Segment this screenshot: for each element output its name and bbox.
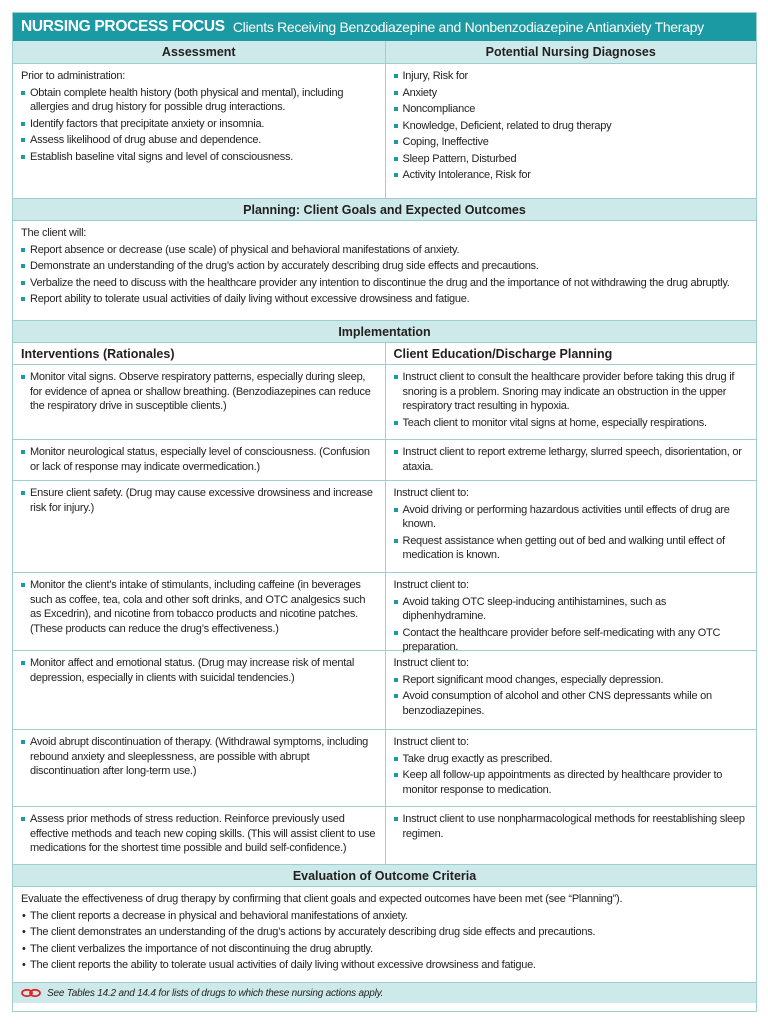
education-item: Request assistance when getting out of bed and walking until effect of medication is known. [394, 534, 749, 563]
planning-item: Report absence or decrease (use scale) of physical and behavioral manifestations of anxiety. [21, 243, 748, 258]
intervention-text: Monitor affect and emotional status. (Drug may increase risk of mental depression, especially in clients with suicidal tendencies.) [21, 656, 377, 685]
footer-note [13, 983, 756, 1003]
education-intro: Instruct client to: [393, 579, 469, 591]
interventions-heading: Interventions (Rationales) [21, 346, 175, 361]
evaluation-item: • The client reports a decrease in physical and behavioral manifestations of anxiety. [21, 909, 748, 924]
implementation-subheader-row [13, 343, 756, 365]
planning-item: Demonstrate an understanding of the drug’s action by accurately describing drug side effects and precautions. [21, 259, 748, 274]
title-subtitle: Clients Receiving Benzodiazepine and Nonbenzodiazepine Antianxiety Therapy [232, 19, 704, 35]
link-icon [21, 988, 41, 998]
education-cell [385, 573, 757, 653]
education-intro: Instruct client to: [393, 657, 469, 669]
education-cell [385, 730, 757, 806]
evaluation-item: • The client reports the ability to tolerate usual activities of daily living without excessive drowsiness and fatigue. [21, 958, 748, 973]
intervention-text: Assess prior methods of stress reduction. Reinforce previously used effective methods and teach new coping skills. (This will assist client to use medications for the shortest time possible and build self-confidence.) [21, 812, 377, 856]
assessment-header-row [13, 41, 756, 64]
footer-text: See Tables 14.2 and 14.4 for lists of drugs to which these nursing actions apply. [47, 987, 384, 999]
evaluation-heading: Evaluation of Outcome Criteria [13, 865, 756, 887]
assessment-item: Establish baseline vital signs and level of consciousness. [21, 150, 377, 165]
planning-intro: The client will: [21, 227, 87, 239]
intervention-cell [13, 807, 385, 864]
assessment-item: Identify factors that precipitate anxiety or insomnia. [21, 117, 377, 132]
implementation-heading: Implementation [13, 321, 756, 343]
education-item: Contact the healthcare provider before self-medicating with any OTC preparation. [394, 626, 749, 655]
implementation-row-4 [13, 573, 756, 651]
education-item: Instruct client to report extreme lethargy, slurred speech, disorientation, or ataxia. [394, 445, 749, 474]
intervention-cell [13, 440, 385, 480]
education-item: Avoid driving or performing hazardous activities until effects of drug are known. [394, 503, 749, 532]
implementation-row-1 [13, 365, 756, 440]
education-intro: Instruct client to: [393, 736, 469, 748]
intervention-cell [13, 481, 385, 572]
education-cell [385, 807, 757, 864]
education-item: Keep all follow-up appointments as directed by healthcare provider to monitor response to medication. [394, 768, 749, 797]
diagnosis-item: Knowledge, Deficient, related to drug therapy [394, 119, 749, 134]
education-cell [385, 651, 757, 729]
intervention-cell [13, 651, 385, 729]
diagnoses-heading: Potential Nursing Diagnoses [385, 41, 757, 63]
planning-cell [13, 221, 756, 321]
intervention-text: Monitor the client’s intake of stimulants, including caffeine (in beverages such as coffee, tea, cola and other soft drinks, and OTC analgesics such as Excedrin), and nicotine from tobacco products and nicotine patches. (These products can reduce the drug’s effectiveness.) [21, 578, 377, 636]
evaluation-intro: Evaluate the effectiveness of drug therapy by confirming that client goals and expected outcomes have been met (see “Planning”). [21, 893, 623, 905]
diagnosis-item: Coping, Ineffective [394, 135, 749, 150]
evaluation-item: • The client demonstrates an understanding of the drug’s actions by accurately describing drug side effects and precautions. [21, 925, 748, 940]
implementation-row-3 [13, 481, 756, 573]
intervention-text: Avoid abrupt discontinuation of therapy. (Withdrawal symptoms, including rebound anxiety and sleeplessness, are possible with abrupt discontinuation after long-term use.) [21, 735, 377, 779]
planning-item: Verbalize the need to discuss with the healthcare provider any intention to discontinue the drug and the importance of not withdrawing the drug abruptly. [21, 276, 748, 291]
intervention-text: Ensure client safety. (Drug may cause excessive drowsiness and increase risk for injury.) [21, 486, 377, 515]
assessment-item: Assess likelihood of drug abuse and dependence. [21, 133, 377, 148]
education-item: Instruct client to use nonpharmacological methods for reestablishing sleep regimen. [394, 812, 749, 841]
diagnosis-item: Anxiety [394, 86, 749, 101]
education-item: Avoid consumption of alcohol and other CNS depressants while on benzodiazepines. [394, 689, 749, 718]
education-heading: Client Education/Discharge Planning [385, 343, 757, 364]
education-item: Avoid taking OTC sleep-inducing antihistamines, such as diphenhydramine. [394, 595, 749, 624]
intervention-cell [13, 730, 385, 806]
diagnosis-item: Noncompliance [394, 102, 749, 117]
planning-heading: Planning: Client Goals and Expected Outcomes [13, 199, 756, 221]
implementation-row-6 [13, 730, 756, 807]
intervention-text: Monitor vital signs. Observe respiratory patterns, especially during sleep, for evidence of apnea or shallow breathing. (Benzodiazepines can reduce the respiratory drive in susceptible clients.) [21, 370, 377, 414]
assessment-row [13, 64, 756, 199]
assessment-intro: Prior to administration: [21, 70, 126, 82]
evaluation-cell [13, 887, 756, 983]
assessment-cell [13, 64, 385, 198]
diagnosis-item: Injury, Risk for [394, 69, 749, 84]
title-main: NURSING PROCESS FOCUS [21, 18, 225, 35]
evaluation-item: • The client verbalizes the importance of not discontinuing the drug abruptly. [21, 942, 748, 957]
education-item: Report significant mood changes, especially depression. [394, 673, 749, 688]
education-cell [385, 481, 757, 572]
title-bar [13, 13, 756, 41]
diagnoses-cell [385, 64, 757, 198]
diagnosis-item: Activity Intolerance, Risk for [394, 168, 749, 183]
education-cell [385, 440, 757, 480]
intervention-cell [13, 365, 385, 439]
implementation-row-7 [13, 807, 756, 865]
intervention-cell [13, 573, 385, 650]
diagnosis-item: Sleep Pattern, Disturbed [394, 152, 749, 167]
education-intro: Instruct client to: [393, 487, 469, 499]
intervention-text: Monitor neurological status, especially level of consciousness. (Confusion or lack of response may indicate overmedication.) [21, 445, 377, 474]
nursing-process-table [12, 12, 757, 1012]
assessment-item: Obtain complete health history (both physical and mental), including allergies and drug history for possible drug interactions. [21, 86, 377, 115]
implementation-row-5 [13, 651, 756, 730]
implementation-row-2 [13, 440, 756, 481]
assessment-heading: Assessment [161, 45, 236, 59]
education-cell [385, 365, 757, 439]
education-item: Teach client to monitor vital signs at home, especially respirations. [394, 416, 749, 431]
education-item: Instruct client to consult the healthcare provider before taking this drug if snoring is a problem. Snoring may indicate an obstruction in the upper respiratory tract resulting in hypoxia. [394, 370, 749, 414]
planning-item: Report ability to tolerate usual activities of daily living without excessive drowsiness and fatigue. [21, 292, 748, 307]
education-item: Take drug exactly as prescribed. [394, 752, 749, 767]
